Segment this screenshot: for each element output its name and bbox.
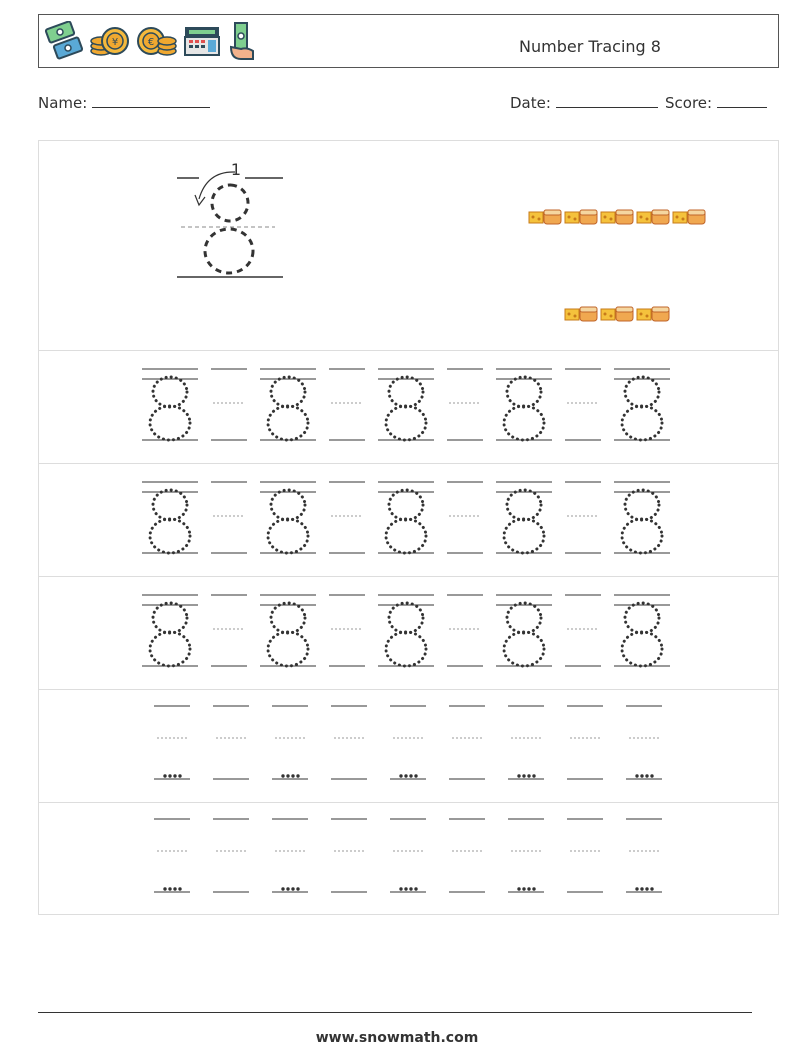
start-dot — [404, 887, 407, 890]
dotted-digit-top-loop — [271, 377, 305, 407]
cheese-hole — [532, 216, 535, 219]
dotted-digit-top-loop — [507, 490, 541, 520]
dotted-digit-bottom-loop — [386, 519, 426, 553]
cheese-cake-icon — [637, 307, 669, 321]
start-dot — [168, 887, 171, 890]
stroke-guide — [177, 172, 283, 277]
dotted-digit-top-loop — [389, 377, 423, 407]
start-dot — [173, 774, 176, 777]
traced-digit-cell — [378, 595, 434, 666]
traced-row-canvas — [39, 464, 778, 577]
writing-guide-cell — [154, 706, 190, 779]
header-icons — [43, 21, 257, 61]
blank-row-2 — [39, 803, 778, 915]
start-dot — [281, 774, 284, 777]
start-dot — [178, 774, 181, 777]
cheese-hole — [640, 216, 643, 219]
dotted-digit-top-loop — [389, 603, 423, 633]
cheese-cake-icon — [673, 210, 705, 224]
cheese-hole — [538, 218, 541, 221]
worksheet-header — [38, 14, 779, 68]
start-dot — [532, 774, 535, 777]
start-dot — [173, 887, 176, 890]
dotted-digit-bottom-loop — [622, 519, 662, 553]
cake-frosting — [616, 307, 633, 312]
start-dot — [291, 887, 294, 890]
start-dot — [399, 887, 402, 890]
blank-guide-cell — [329, 482, 365, 553]
svg-text:¥: ¥ — [111, 37, 119, 48]
dotted-digit-top-loop — [625, 603, 659, 633]
dotted-digit-bottom-loop — [150, 519, 190, 553]
coin-stack-euro-icon — [135, 21, 177, 61]
writing-guide-cell — [567, 819, 603, 892]
cheese-cake-icon — [637, 210, 669, 224]
start-dot — [527, 887, 530, 890]
start-dot — [409, 774, 412, 777]
start-dot — [163, 774, 166, 777]
cake-frosting — [544, 210, 561, 215]
cheese-hole — [646, 315, 649, 318]
start-dot — [517, 774, 520, 777]
dotted-digit-top-loop — [153, 377, 187, 407]
worksheet-title: Number Tracing 8 — [519, 37, 661, 56]
dotted-digit-bottom-loop — [386, 406, 426, 440]
cheese-hole — [604, 216, 607, 219]
cake-frosting — [580, 307, 597, 312]
start-dot — [163, 887, 166, 890]
traced-row-1 — [39, 351, 778, 464]
writing-guide-cell — [213, 706, 249, 779]
blank-guide-cell — [211, 595, 247, 666]
cheese-hole — [574, 315, 577, 318]
blank-guide-cell — [565, 369, 601, 440]
dotted-digit-bottom-loop — [150, 406, 190, 440]
date-field[interactable] — [510, 94, 658, 112]
traced-digit-cell — [496, 369, 552, 440]
cheese-block — [565, 212, 579, 223]
score-blank[interactable] — [717, 94, 767, 108]
start-dot — [399, 774, 402, 777]
cheese-cake-icon — [565, 307, 597, 321]
svg-text:€: € — [147, 37, 155, 48]
cheese-hole — [568, 216, 571, 219]
blank-row-canvas[interactable] — [39, 690, 778, 803]
start-dot — [286, 887, 289, 890]
score-label: Score: — [665, 94, 713, 112]
cheese-cake-icon — [565, 210, 597, 224]
start-dot — [635, 887, 638, 890]
tracing-grid — [38, 140, 779, 915]
name-blank[interactable] — [92, 94, 210, 108]
cheese-hole — [610, 218, 613, 221]
coin-stack-yen-icon — [89, 21, 131, 61]
name-label: Name: — [38, 94, 88, 112]
start-dot — [296, 774, 299, 777]
traced-digit-cell — [614, 369, 670, 440]
cheese-cake-icon — [601, 307, 633, 321]
cheese-block — [673, 212, 687, 223]
writing-guide-cell — [272, 819, 308, 892]
dotted-digit-bottom-loop — [504, 519, 544, 553]
start-dot — [281, 887, 284, 890]
start-dot — [522, 774, 525, 777]
cheese-cake-icon — [529, 210, 561, 224]
traced-digit-cell — [614, 482, 670, 553]
cheese-hole — [610, 315, 613, 318]
dotted-digit-bottom-loop — [504, 406, 544, 440]
demo-row — [39, 141, 778, 351]
start-dot — [291, 774, 294, 777]
dotted-digit-top-loop — [271, 603, 305, 633]
score-field[interactable] — [665, 94, 767, 112]
stroke-number: 1 — [230, 160, 242, 179]
writing-guide-cell — [154, 819, 190, 892]
start-dot — [286, 774, 289, 777]
writing-guide-cell — [449, 819, 485, 892]
cheese-block — [637, 212, 651, 223]
writing-guide-cell — [508, 706, 544, 779]
dotted-digit-bottom-loop — [622, 632, 662, 666]
dotted-digit-bottom-loop — [622, 406, 662, 440]
dotted-digit-bottom-loop — [268, 519, 308, 553]
blank-guide-cell — [447, 595, 483, 666]
start-dot — [522, 887, 525, 890]
dotted-digit-top-loop — [271, 490, 305, 520]
date-blank[interactable] — [556, 94, 658, 108]
dotted-digit-top-loop — [625, 377, 659, 407]
start-dot — [414, 774, 417, 777]
writing-guide-cell — [508, 819, 544, 892]
cheese-block — [601, 309, 615, 320]
writing-guide-cell — [626, 706, 662, 779]
traced-digit-cell — [260, 595, 316, 666]
writing-guide-cell — [390, 706, 426, 779]
dotted-digit-top-loop — [625, 490, 659, 520]
cheese-hole — [640, 313, 643, 316]
cake-frosting — [688, 210, 705, 215]
cake-frosting — [652, 307, 669, 312]
cheese-hole — [676, 216, 679, 219]
writing-guide-cell — [331, 706, 367, 779]
cheese-hole — [568, 313, 571, 316]
traced-digit-cell — [260, 369, 316, 440]
start-dot — [650, 774, 653, 777]
dotted-digit-top-loop — [153, 603, 187, 633]
traced-digit-cell — [378, 369, 434, 440]
cheese-hole — [646, 218, 649, 221]
traced-row-3 — [39, 577, 778, 690]
blank-guide-cell — [447, 369, 483, 440]
dotted-digit-bottom-loop — [150, 632, 190, 666]
footer-url[interactable]: www.snowmath.com — [315, 1030, 479, 1046]
footer-divider — [38, 1012, 752, 1013]
traced-row-canvas — [39, 351, 778, 464]
money-bills-icon — [43, 21, 85, 61]
start-dot — [635, 774, 638, 777]
start-dot — [404, 774, 407, 777]
blank-row-1 — [39, 690, 778, 803]
cheese-hole — [604, 313, 607, 316]
name-field[interactable] — [38, 94, 210, 112]
blank-guide-cell — [329, 369, 365, 440]
start-dot — [650, 887, 653, 890]
start-dot — [645, 887, 648, 890]
blank-guide-cell — [329, 595, 365, 666]
blank-guide-cell — [211, 369, 247, 440]
dotted-digit-top-loop — [507, 377, 541, 407]
start-dot — [645, 774, 648, 777]
traced-digit-cell — [142, 482, 198, 553]
dotted-digit-bottom-loop — [268, 632, 308, 666]
traced-digit-cell — [496, 482, 552, 553]
blank-guide-cell — [565, 595, 601, 666]
start-dot — [178, 887, 181, 890]
counting-objects — [529, 210, 705, 321]
traced-row-2 — [39, 464, 778, 577]
traced-digit-cell — [142, 595, 198, 666]
traced-digit-cell — [614, 595, 670, 666]
start-dot — [168, 774, 171, 777]
cheese-hole — [682, 218, 685, 221]
start-dot — [296, 887, 299, 890]
cheese-block — [637, 309, 651, 320]
dotted-digit-bottom-loop — [386, 632, 426, 666]
cheese-hole — [574, 218, 577, 221]
dotted-digit-bottom-loop — [504, 632, 544, 666]
dotted-digit-top-loop — [389, 490, 423, 520]
dotted-digit-bottom-loop — [268, 406, 308, 440]
start-dot — [640, 887, 643, 890]
blank-guide-cell — [211, 482, 247, 553]
traced-digit-cell — [496, 595, 552, 666]
dotted-digit-top-loop — [507, 603, 541, 633]
writing-guide-cell — [390, 819, 426, 892]
cheese-cake-icon — [601, 210, 633, 224]
cake-frosting — [580, 210, 597, 215]
hand-with-banknote-icon — [227, 21, 257, 61]
cake-frosting — [616, 210, 633, 215]
demo-canvas — [39, 141, 778, 351]
cheese-block — [565, 309, 579, 320]
cake-frosting — [652, 210, 669, 215]
traced-row-canvas — [39, 577, 778, 690]
blank-guide-cell — [565, 482, 601, 553]
cheese-block — [529, 212, 543, 223]
cash-register-icon — [181, 21, 223, 61]
writing-guide-cell — [567, 706, 603, 779]
cheese-block — [601, 212, 615, 223]
start-dot — [409, 887, 412, 890]
writing-guide-cell — [272, 706, 308, 779]
traced-digit-cell — [260, 482, 316, 553]
blank-guide-cell — [447, 482, 483, 553]
writing-guide-cell — [331, 819, 367, 892]
traced-digit-cell — [378, 482, 434, 553]
start-dot — [640, 774, 643, 777]
dotted-digit-top-loop — [153, 490, 187, 520]
writing-guide-cell — [626, 819, 662, 892]
blank-row-canvas[interactable] — [39, 803, 778, 915]
start-dot — [527, 774, 530, 777]
traced-digit-cell — [142, 369, 198, 440]
start-dot — [517, 887, 520, 890]
writing-guide-cell — [449, 706, 485, 779]
date-label: Date: — [510, 94, 551, 112]
start-dot — [532, 887, 535, 890]
writing-guide-cell — [213, 819, 249, 892]
start-dot — [414, 887, 417, 890]
